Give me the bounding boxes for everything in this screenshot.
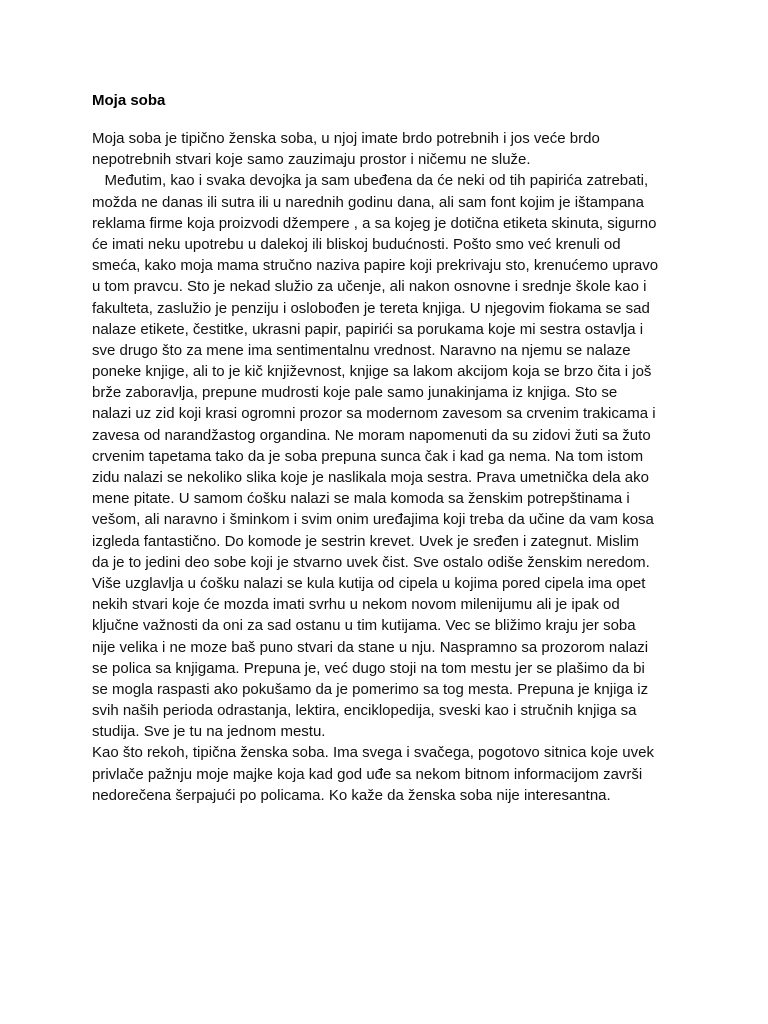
document-body (92, 128, 680, 806)
text-line: nekih stvari koje će mozda imati svrhu u nekom novom milenijumu ali je ipak od (92, 596, 620, 614)
text-line: nedorečena šerpajući po policama. Ko kaže da ženska soba nije interesantna. (92, 786, 611, 804)
text-line: brže zaboravlja, prepune mudrosti koje pale samo junakinjama iz knjiga. Sto se (92, 384, 618, 402)
text-line: Međutim, kao i svaka devojka ja sam ubeđena da će neki od tih papirića zatrebati, (92, 172, 649, 190)
text-line: zidu nalazi se nekoliko slika koje je naslikala moja sestra. Prava umetnička dela ako (92, 469, 649, 486)
text-line: fakulteta, zaslužio je penziju i oslobođen je tereta knjiga. U njegovim fiokama se sad (92, 299, 650, 317)
text-line: zavesa od narandžastog organdina. Ne moram napomenuti da su zidovi žuti sa žuto (92, 426, 651, 444)
text-line: mene pitate. U samom ćošku nalazi se mala komoda sa ženskim potrepštinama i (92, 490, 630, 508)
text-line: da je to jedini deo sobe koji je stvarno uvek čist. Sve ostalo odiše ženskim neredom. (92, 553, 650, 571)
text-line: poneke knjige, ali to je kič književnost, knjige sa lakom akcijom koja se brzo čita i još (92, 363, 652, 381)
text-line: Više uzglavlja u ćošku nalazi se kula kutija od cipela u kojima pored cipela ima opet (92, 574, 646, 592)
text-line: u tom pravcu. Sto je nekad služio za učenje, ali nakon osnovne i srednje škole kao i (92, 278, 647, 296)
text-line: Moja soba je tipično ženska soba, u njoj imate brdo potrebnih i jos veće brdo (92, 130, 600, 147)
text-line: reklama firme koja proizvodi džempere , a sa kojeg je dotična etiketa skinuta, sigurno (92, 214, 657, 232)
text-line: nepotrebnih stvari koje samo zauzimaju prostor i ničemu ne služe. (92, 151, 531, 169)
text-line: se mogla raspasti ako pokušamo da je pomerimo sa tog mesta. Prepuna je knjiga iz (92, 680, 649, 698)
text-line: izgleda fantastično. Do komode je sestrin krevet. Uvek je sređen i zategnut. Mislim (92, 532, 639, 550)
text-line: nalazi uz zid koji krasi ogromni prozor sa modernom zavesom sa crvenim trakicama i (92, 405, 656, 423)
text-line: privlače pažnju moje majke koja kad god uđe sa nekom bitnom informacijom završi (92, 765, 643, 783)
text-line: smeća, kako moja mama stručno naziva papire koji prekrivaju sto, krenućemo upravo (92, 257, 659, 275)
text-line: će imati neku upotrebu u dalekoj ili bliskoj budućnosti. Pošto smo već krenuli od (92, 235, 621, 253)
text-line: svih naših perioda odrastanja, lektira, enciklopedija, sveski kao i stručnih knjiga sa (92, 702, 637, 720)
text-line: Kao što rekoh, tipična ženska soba. Ima svega i svačega, pogotovo sitnica koje uvek (92, 744, 654, 762)
text-line: sve drugo što za mene ima sentimentalnu vrednost. Naravno na njemu se nalaze (92, 341, 631, 359)
document-title: Moja soba (92, 92, 166, 109)
text-line: nalaze etikete, čestitke, ukrasni papir, papirići sa porukama koje mi sestra ostavlja i (92, 320, 644, 338)
text-line: studija. Sve je tu na jednom mestu. (92, 723, 326, 741)
text-line: se polica sa knjigama. Prepuna je, već dugo stoji na tom mestu jer se plašimo da bi (92, 659, 645, 677)
text-line: nije velika i ne moze baš puno stvari da stane u nju. Naspramno sa prozorom nalazi (92, 638, 649, 656)
text-line: možda ne danas ili sutra ili u narednih godinu dana, ali sam font kojim je ištampana (92, 193, 644, 211)
text-line: crvenim tapetama tako da je soba prepuna sunca čak i kad ga nema. Na tom istom (92, 447, 644, 465)
text-line: vešom, ali naravno i šminkom i svim onim uređajima koji treba da učine da vam kosa (92, 511, 654, 529)
text-line: ključne važnosti da oni za sad ostanu u tim kutijama. Vec se bližimo kraju jer soba (92, 617, 636, 635)
